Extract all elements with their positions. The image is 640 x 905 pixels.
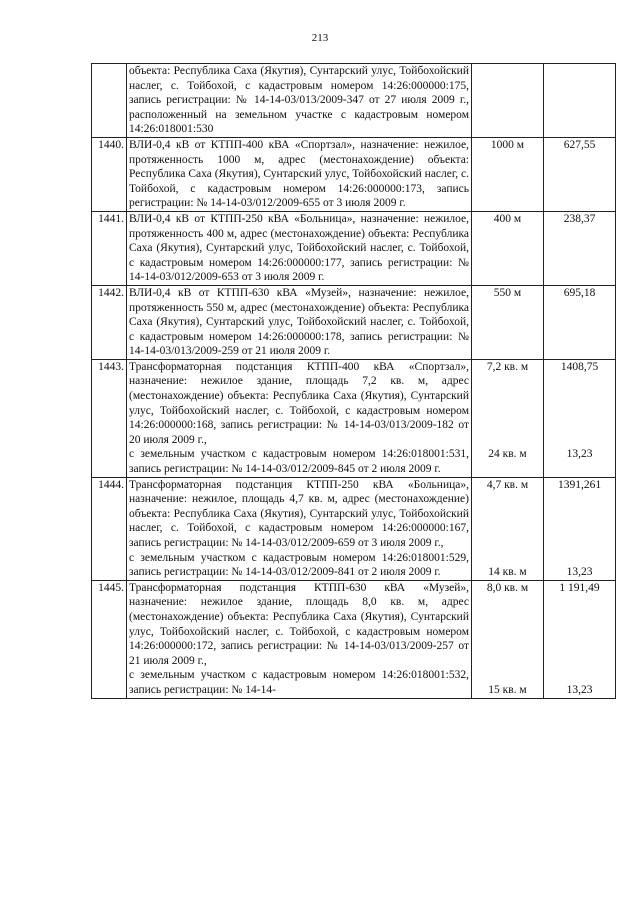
land-size-value: 24 кв. м	[488, 448, 527, 461]
row-value	[544, 285, 616, 359]
land-size-value: 15 кв. м	[488, 683, 527, 696]
row-description	[127, 359, 472, 477]
row-description	[127, 580, 472, 698]
description-text: ВЛИ-0,4 кВ от КТПП-250 кВА «Больница», назначение: нежилое, протяженность 400 м, адрес (местонахождение) объекта: Республика Саха (Якутия), Сунтарский улус, Тойбохойский наслег, с. Тойбохой, с кадастровым номером 14:26:000000:177, запись регистрации: № 14-14-03/012/2009-653 от 3 июля 2009 г.	[129, 212, 469, 284]
description-text: объекта: Республика Саха (Якутия), Сунтарский улус, Тойбохойский наслег, с. Тойбохой, с кадастровым номером 14:26:000000:175, запись регистрации: № 14-14-03/013/2009-347 от 27 июля 2009 г., расположенный на земельном участке с кадастровым номером 14:26:018001:530	[129, 65, 469, 136]
table-row	[92, 359, 616, 477]
table-row	[92, 285, 616, 359]
description-text: ВЛИ-0,4 кВ от КТПП-400 кВА «Спортзал», назначение: нежилое, протяженность 1000 м, адрес (местонахождение) объекта: Республика Саха (Якутия), Сунтарский улус, Тойбохойский наслег, с. Тойбохой, с кадастровым номером 14:26:000000:173, запись регистрации: № 14-14-03/012/2009-655 от 3 июля 2009 г.	[129, 138, 470, 210]
table-row	[92, 477, 616, 580]
row-description	[127, 64, 472, 138]
land-plot-text: с земельным участком с кадастровым номером 14:26:018001:531, запись регистрации: № 14-14-03/012/2009-845 от 2 июля 2009 г.	[129, 448, 469, 476]
table-row	[92, 580, 616, 698]
description-text: ВЛИ-0,4 кВ от КТПП-630 кВА «Музей», назначение: нежилое, протяженность 550 м, адрес (местонахождение) объекта: Республика Саха (Якутия), Сунтарский улус, Тойбохойский наслег, с. Тойбохой, с кадастровым номером 14:26:000000:178, запись регистрации: № 14-14-03/013/2009-259 от 21 июля 2009 г.	[129, 286, 469, 358]
description-text: Трансформаторная подстанция КТПП-400 кВА «Спортзал», назначение: нежилое здание, площадь 7,2 кв. м, адрес (местонахождение) объекта: Республика Саха (Якутия), Сунтарский улус, Тойбохойский наслег, с. Тойбохой, с кадастровым номером 14:26:000000:168, запись регистрации: № 14-14-03/013/2009-182 от 20 июля 2009 г.,	[129, 360, 469, 446]
row-size	[472, 477, 544, 580]
row-number: 1443.	[92, 359, 127, 477]
cost-value: 1391,261	[557, 478, 602, 491]
cost-value: 695,18	[563, 286, 596, 299]
row-size	[472, 359, 544, 477]
row-number	[92, 64, 127, 138]
size-value: 400 м	[493, 212, 522, 225]
row-size	[472, 285, 544, 359]
description-text: Трансформаторная подстанция КТПП-250 кВА «Больница», назначение: нежилое, площадь 4,7 кв. м, адрес (местонахождение) объекта: Республика Саха (Якутия), Сунтарский улус, Тойбохойский наслег, с. Тойбохой, с кадастровым номером 14:26:000000:167, запись регистрации: № 14-14-03/012/2009-659 от 3 июля 2009 г.,	[129, 478, 469, 549]
row-number: 1440.	[92, 137, 127, 211]
land-plot-text: с земельным участком с кадастровым номером 14:26:018001:529, запись регистрации: № 14-14-03/012/2009-841 от 2 июля 2009 г.	[129, 551, 469, 579]
land-cost-value: 13,23	[566, 683, 593, 696]
cost-value: 627,55	[563, 138, 596, 151]
property-registry-table	[91, 63, 616, 699]
cost-value: 1408,75	[560, 360, 599, 373]
size-value: 4,7 кв. м	[486, 478, 529, 491]
row-value	[544, 359, 616, 477]
row-size	[472, 580, 544, 698]
land-cost-value: 13,23	[566, 448, 593, 461]
land-size-value: 14 кв. м	[488, 566, 527, 579]
size-value: 8,0 кв. м	[486, 581, 529, 594]
size-value: 7,2 кв. м	[486, 360, 529, 373]
row-number: 1441.	[92, 211, 127, 285]
cost-value: 1 191,49	[559, 581, 600, 594]
land-plot-text: с земельным участком с кадастровым номером 14:26:018001:532, запись регистрации: № 14-14-	[129, 669, 469, 696]
cost-value: 238,37	[563, 212, 596, 225]
size-value: 550 м	[493, 286, 522, 299]
row-number: 1444.	[92, 477, 127, 580]
page-number: 213	[311, 32, 329, 44]
row-number: 1445.	[92, 580, 127, 698]
row-size	[472, 211, 544, 285]
row-description	[127, 285, 472, 359]
table-row	[92, 211, 616, 285]
land-cost-value: 13,23	[566, 566, 593, 579]
row-number: 1442.	[92, 285, 127, 359]
row-description	[127, 137, 472, 211]
description-text: Трансформаторная подстанция КТПП-630 кВА «Музей», назначение: нежилое здание, площадь 8,0 кв. м, адрес (местонахождение) объекта: Республика Саха (Якутия), Сунтарский улус, Тойбохойский наслег, с. Тойбохой, с кадастровым номером 14:26:000000:172, запись регистрации: № 14-14-03/013/2009-257 от 21 июля 2009 г.,	[129, 581, 469, 667]
row-value	[544, 64, 616, 138]
row-size	[472, 64, 544, 138]
size-value: 1000 м	[490, 138, 525, 151]
row-size	[472, 137, 544, 211]
table-row	[92, 137, 616, 211]
row-description	[127, 477, 472, 580]
row-value	[544, 580, 616, 698]
table-row	[92, 64, 616, 138]
row-value	[544, 477, 616, 580]
row-description	[127, 211, 472, 285]
row-value	[544, 137, 616, 211]
row-value	[544, 211, 616, 285]
